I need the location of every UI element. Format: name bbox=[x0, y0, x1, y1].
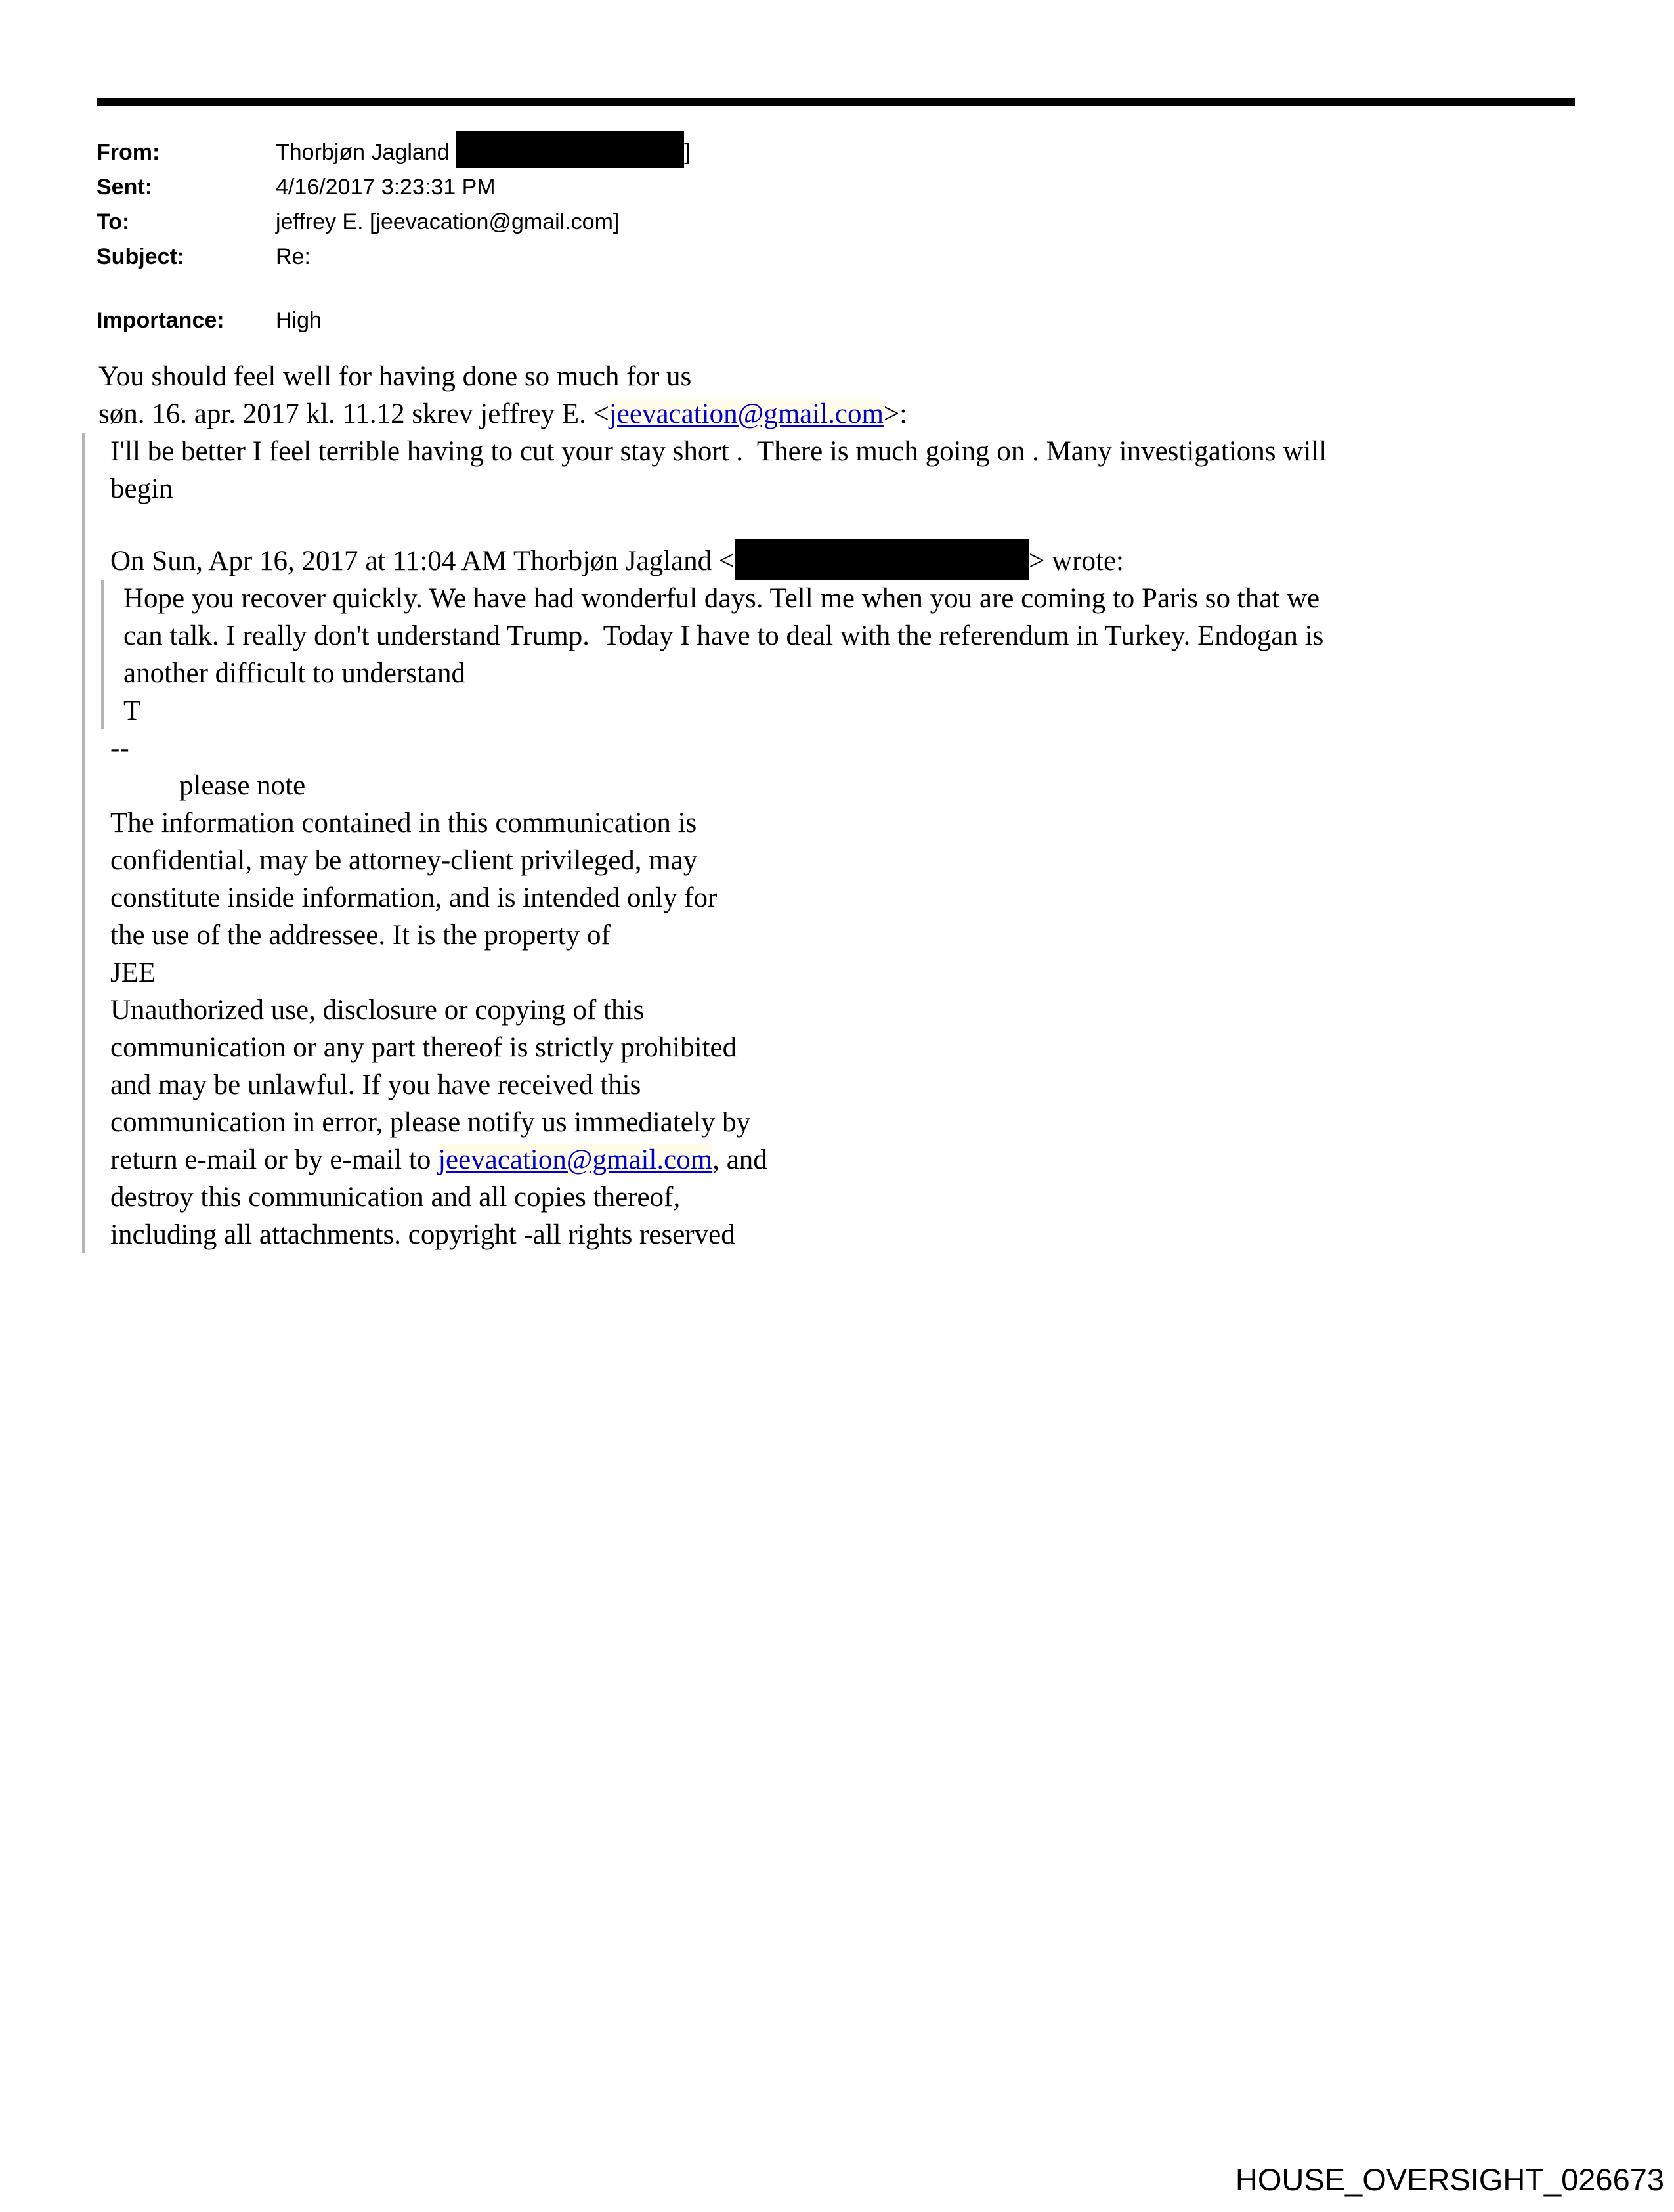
disclaimer-link-prefix: return e-mail or by e-mail to bbox=[110, 1144, 439, 1175]
quote2-line: Hope you recover quickly. We have had wonderful days. Tell me when you are coming to Paris so that we bbox=[123, 583, 1320, 614]
sent-label: Sent: bbox=[97, 175, 152, 200]
disclaimer-line: The information contained in this communication is bbox=[110, 808, 697, 838]
disclaimer-line: destroy this communication and all copies thereof, bbox=[110, 1182, 681, 1213]
quoted-reply-level-2 bbox=[101, 580, 1654, 729]
quote2-line: can talk. I really don't understand Trump. Today I have to deal with the referendum in Turkey. Endogan is bbox=[123, 620, 1324, 651]
reply-intro-line bbox=[98, 395, 1654, 433]
header-field-sent bbox=[97, 170, 691, 205]
disclaimer-line-jee: JEE bbox=[110, 957, 156, 988]
from-label: From: bbox=[97, 140, 160, 165]
subject-label: Subject: bbox=[97, 244, 185, 269]
subject-value: Re: bbox=[276, 244, 311, 269]
header-field-from bbox=[97, 131, 691, 170]
disclaimer-line: including all attachments. copyright -all rights reserved bbox=[110, 1219, 735, 1250]
header-field-importance bbox=[97, 303, 691, 338]
disclaimer-line: confidential, may be attorney-client privileged, may bbox=[110, 845, 698, 876]
disclaimer-link-line bbox=[110, 1141, 1654, 1179]
please-note-line: please note bbox=[179, 770, 306, 801]
blank-line bbox=[110, 508, 1654, 539]
email-link-reply-intro[interactable]: jeevacation@gmail.com bbox=[609, 399, 884, 429]
disclaimer-line: communication or any part thereof is strictly prohibited bbox=[110, 1032, 737, 1063]
quote1-line: begin bbox=[110, 473, 173, 504]
quoted-reply-level-1 bbox=[82, 433, 1654, 1253]
disclaimer-line: the use of the addressee. It is the property of bbox=[110, 920, 611, 951]
disclaimer-line: communication in error, please notify us immediately by bbox=[110, 1107, 751, 1138]
signature-dashes: -- bbox=[110, 733, 129, 764]
importance-value: High bbox=[276, 308, 322, 333]
disclaimer-link-suffix: , and bbox=[712, 1144, 767, 1175]
wrote-attribution-line bbox=[110, 539, 1654, 580]
reply-intro-suffix: >: bbox=[883, 399, 908, 429]
redaction-bar-from-address bbox=[456, 131, 684, 168]
wrote-text: On Sun, Apr 16, 2017 at 11:04 AM Thorbjøn Jagland < bbox=[110, 546, 735, 576]
from-name: Thorbjøn Jagland bbox=[276, 140, 450, 165]
email-body bbox=[98, 358, 1654, 1253]
to-value: jeffrey E. [jeevacation@gmail.com] bbox=[276, 209, 620, 234]
quote2-signature-initial: T bbox=[123, 695, 141, 726]
email-header-block bbox=[97, 131, 691, 338]
opening-line: You should feel well for having done so much for us bbox=[98, 361, 692, 392]
header-divider-rule bbox=[97, 98, 1575, 106]
email-link-disclaimer[interactable]: jeevacation@gmail.com bbox=[438, 1144, 713, 1175]
disclaimer-line: and may be unlawful. If you have received this bbox=[110, 1070, 641, 1100]
quote2-line: another difficult to understand bbox=[123, 658, 466, 689]
redaction-bar-wrote-address bbox=[735, 539, 1029, 580]
header-field-to bbox=[97, 205, 691, 240]
disclaimer-line: constitute inside information, and is intended only for bbox=[110, 882, 718, 913]
importance-label: Importance: bbox=[97, 308, 225, 333]
reply-intro-text: søn. 16. apr. 2017 kl. 11.12 skrev jeffrey E. < bbox=[98, 399, 609, 429]
header-field-subject bbox=[97, 240, 691, 274]
from-bracket: ] bbox=[684, 140, 691, 165]
sent-value: 4/16/2017 3:23:31 PM bbox=[276, 175, 496, 200]
to-label: To: bbox=[97, 209, 130, 234]
quote1-line: I'll be better I feel terrible having to cut your stay short . There is much going on . Many investigations will bbox=[110, 436, 1327, 467]
wrote-suffix: > wrote: bbox=[1029, 546, 1124, 576]
bates-number: HOUSE_OVERSIGHT_026673 bbox=[1235, 2162, 1664, 2197]
from-value bbox=[276, 131, 691, 170]
disclaimer-line: Unauthorized use, disclosure or copying of this bbox=[110, 995, 645, 1026]
